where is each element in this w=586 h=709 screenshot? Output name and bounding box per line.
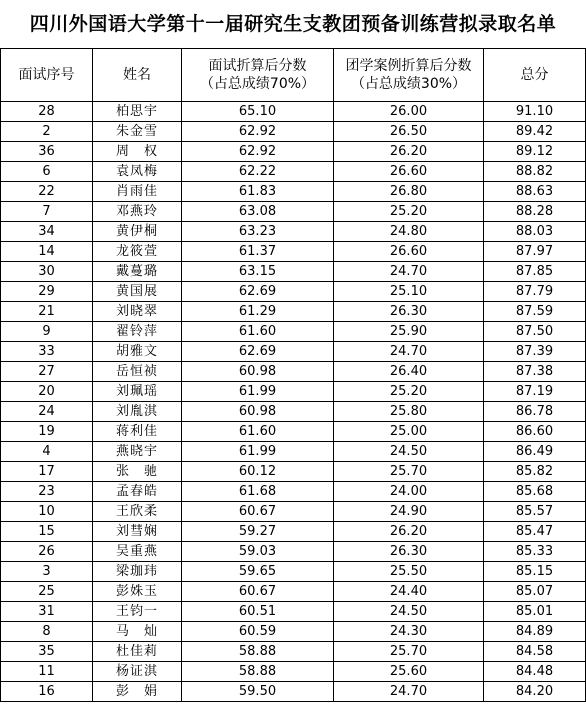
cell-name: 胡雅文 xyxy=(93,342,182,362)
cell-order: 2 xyxy=(1,122,93,142)
cell-order: 30 xyxy=(1,262,93,282)
cell-case-score: 26.60 xyxy=(334,242,484,262)
cell-case-score: 26.80 xyxy=(334,182,484,202)
table-row xyxy=(1,242,586,262)
cell-total: 86.60 xyxy=(484,422,586,442)
cell-order: 21 xyxy=(1,302,93,322)
cell-order: 23 xyxy=(1,482,93,502)
cell-case-score: 26.20 xyxy=(334,522,484,542)
cell-case-score: 25.70 xyxy=(334,642,484,662)
cell-name: 刘晓翠 xyxy=(93,302,182,322)
cell-interview-score: 61.83 xyxy=(182,182,334,202)
table-row xyxy=(1,362,586,382)
cell-case-score: 24.70 xyxy=(334,342,484,362)
cell-interview-score: 59.65 xyxy=(182,562,334,582)
cell-order: 22 xyxy=(1,182,93,202)
cell-total: 87.79 xyxy=(484,282,586,302)
header-name: 姓名 xyxy=(93,49,182,102)
cell-interview-score: 63.08 xyxy=(182,202,334,222)
table-row xyxy=(1,442,586,462)
cell-name: 袁凤梅 xyxy=(93,162,182,182)
cell-interview-score: 59.50 xyxy=(182,682,334,702)
cell-name: 朱金雪 xyxy=(93,122,182,142)
cell-interview-score: 60.67 xyxy=(182,582,334,602)
cell-name: 马 灿 xyxy=(93,622,182,642)
table-row xyxy=(1,262,586,282)
cell-order: 25 xyxy=(1,582,93,602)
cell-total: 85.33 xyxy=(484,542,586,562)
cell-order: 14 xyxy=(1,242,93,262)
cell-order: 4 xyxy=(1,442,93,462)
cell-name: 周 权 xyxy=(93,142,182,162)
cell-order: 24 xyxy=(1,402,93,422)
cell-total: 85.01 xyxy=(484,602,586,622)
cell-interview-score: 61.68 xyxy=(182,482,334,502)
cell-name: 吴重燕 xyxy=(93,542,182,562)
header-order: 面试序号 xyxy=(1,49,93,102)
cell-name: 杨证淇 xyxy=(93,662,182,682)
cell-interview-score: 61.29 xyxy=(182,302,334,322)
cell-interview-score: 60.51 xyxy=(182,602,334,622)
table-row xyxy=(1,202,586,222)
cell-interview-score: 58.88 xyxy=(182,662,334,682)
table-row xyxy=(1,682,586,702)
cell-case-score: 26.30 xyxy=(334,542,484,562)
cell-interview-score: 65.10 xyxy=(182,102,334,122)
cell-name: 岳恒祯 xyxy=(93,362,182,382)
cell-case-score: 25.20 xyxy=(334,202,484,222)
cell-case-score: 24.80 xyxy=(334,222,484,242)
cell-total: 87.38 xyxy=(484,362,586,382)
admission-table xyxy=(0,48,586,702)
cell-total: 87.39 xyxy=(484,342,586,362)
cell-name: 燕晓宇 xyxy=(93,442,182,462)
cell-total: 84.89 xyxy=(484,622,586,642)
cell-total: 84.48 xyxy=(484,662,586,682)
table-row xyxy=(1,282,586,302)
cell-name: 邓燕玲 xyxy=(93,202,182,222)
cell-case-score: 24.70 xyxy=(334,682,484,702)
cell-interview-score: 61.99 xyxy=(182,382,334,402)
cell-interview-score: 61.60 xyxy=(182,422,334,442)
cell-case-score: 25.20 xyxy=(334,382,484,402)
document-title: 四川外国语大学第十一届研究生支教团预备训练营拟录取名单 xyxy=(29,13,557,35)
cell-order: 36 xyxy=(1,142,93,162)
cell-order: 19 xyxy=(1,422,93,442)
cell-case-score: 26.40 xyxy=(334,362,484,382)
cell-name: 刘胤淇 xyxy=(93,402,182,422)
table-row xyxy=(1,342,586,362)
cell-name: 杜佳莉 xyxy=(93,642,182,662)
cell-case-score: 25.90 xyxy=(334,322,484,342)
cell-interview-score: 60.98 xyxy=(182,402,334,422)
cell-case-score: 24.50 xyxy=(334,602,484,622)
cell-case-score: 25.60 xyxy=(334,662,484,682)
cell-name: 彭 娟 xyxy=(93,682,182,702)
cell-order: 28 xyxy=(1,102,93,122)
table-row xyxy=(1,122,586,142)
cell-name: 刘彗娴 xyxy=(93,522,182,542)
header-interview-line2: （占总成绩70%） xyxy=(199,76,316,92)
cell-case-score: 26.20 xyxy=(334,142,484,162)
cell-total: 85.82 xyxy=(484,462,586,482)
cell-interview-score: 62.92 xyxy=(182,122,334,142)
cell-total: 87.50 xyxy=(484,322,586,342)
cell-case-score: 25.50 xyxy=(334,562,484,582)
cell-order: 27 xyxy=(1,362,93,382)
table-row xyxy=(1,662,586,682)
cell-name: 黄国展 xyxy=(93,282,182,302)
cell-total: 86.49 xyxy=(484,442,586,462)
cell-total: 87.97 xyxy=(484,242,586,262)
cell-order: 8 xyxy=(1,622,93,642)
cell-interview-score: 61.37 xyxy=(182,242,334,262)
cell-total: 87.85 xyxy=(484,262,586,282)
cell-interview-score: 59.03 xyxy=(182,542,334,562)
cell-name: 张 驰 xyxy=(93,462,182,482)
cell-order: 31 xyxy=(1,602,93,622)
cell-case-score: 25.00 xyxy=(334,422,484,442)
table-row xyxy=(1,642,586,662)
table-row xyxy=(1,222,586,242)
cell-total: 85.68 xyxy=(484,482,586,502)
cell-interview-score: 59.27 xyxy=(182,522,334,542)
cell-total: 88.03 xyxy=(484,222,586,242)
cell-name: 龙筱萱 xyxy=(93,242,182,262)
table-row xyxy=(1,482,586,502)
cell-case-score: 25.10 xyxy=(334,282,484,302)
table-row xyxy=(1,322,586,342)
cell-total: 88.28 xyxy=(484,202,586,222)
cell-interview-score: 62.69 xyxy=(182,282,334,302)
cell-interview-score: 60.98 xyxy=(182,362,334,382)
table-row xyxy=(1,502,586,522)
cell-total: 85.57 xyxy=(484,502,586,522)
cell-case-score: 26.30 xyxy=(334,302,484,322)
cell-total: 87.19 xyxy=(484,382,586,402)
cell-case-score: 24.30 xyxy=(334,622,484,642)
cell-order: 33 xyxy=(1,342,93,362)
cell-total: 89.12 xyxy=(484,142,586,162)
cell-name: 翟铃萍 xyxy=(93,322,182,342)
cell-interview-score: 62.69 xyxy=(182,342,334,362)
cell-order: 16 xyxy=(1,682,93,702)
cell-order: 20 xyxy=(1,382,93,402)
cell-total: 84.20 xyxy=(484,682,586,702)
table-row xyxy=(1,562,586,582)
cell-case-score: 24.00 xyxy=(334,482,484,502)
cell-total: 85.47 xyxy=(484,522,586,542)
cell-order: 7 xyxy=(1,202,93,222)
table-row xyxy=(1,142,586,162)
cell-interview-score: 63.15 xyxy=(182,262,334,282)
table-row xyxy=(1,302,586,322)
table-row xyxy=(1,402,586,422)
cell-case-score: 24.40 xyxy=(334,582,484,602)
cell-total: 85.15 xyxy=(484,562,586,582)
cell-total: 84.58 xyxy=(484,642,586,662)
table-row xyxy=(1,462,586,482)
header-case-line1: 团学案例折算后分数 xyxy=(345,58,472,74)
cell-order: 17 xyxy=(1,462,93,482)
cell-total: 85.07 xyxy=(484,582,586,602)
cell-interview-score: 62.92 xyxy=(182,142,334,162)
cell-name: 彭姝玉 xyxy=(93,582,182,602)
cell-order: 11 xyxy=(1,662,93,682)
cell-total: 89.42 xyxy=(484,122,586,142)
table-row xyxy=(1,522,586,542)
cell-case-score: 24.90 xyxy=(334,502,484,522)
cell-order: 35 xyxy=(1,642,93,662)
cell-order: 29 xyxy=(1,282,93,302)
cell-name: 孟春皓 xyxy=(93,482,182,502)
cell-name: 肖雨佳 xyxy=(93,182,182,202)
cell-interview-score: 61.99 xyxy=(182,442,334,462)
header-case-line2: （占总成绩30%） xyxy=(350,76,467,92)
table-row xyxy=(1,602,586,622)
table-row xyxy=(1,422,586,442)
cell-interview-score: 60.59 xyxy=(182,622,334,642)
cell-total: 86.78 xyxy=(484,402,586,422)
cell-interview-score: 63.23 xyxy=(182,222,334,242)
cell-case-score: 26.50 xyxy=(334,122,484,142)
table-row xyxy=(1,542,586,562)
cell-name: 黄伊桐 xyxy=(93,222,182,242)
cell-interview-score: 62.22 xyxy=(182,162,334,182)
cell-case-score: 26.60 xyxy=(334,162,484,182)
cell-name: 蒋利佳 xyxy=(93,422,182,442)
cell-name: 梁珈玮 xyxy=(93,562,182,582)
cell-name: 戴蔓璐 xyxy=(93,262,182,282)
cell-order: 10 xyxy=(1,502,93,522)
header-case-score xyxy=(334,49,484,102)
cell-order: 6 xyxy=(1,162,93,182)
cell-name: 柏思宇 xyxy=(93,102,182,122)
cell-case-score: 25.80 xyxy=(334,402,484,422)
cell-name: 王欣柔 xyxy=(93,502,182,522)
cell-interview-score: 58.88 xyxy=(182,642,334,662)
cell-total: 87.59 xyxy=(484,302,586,322)
cell-order: 34 xyxy=(1,222,93,242)
cell-interview-score: 60.12 xyxy=(182,462,334,482)
table-header-row xyxy=(1,49,586,102)
cell-name: 王钧一 xyxy=(93,602,182,622)
cell-order: 9 xyxy=(1,322,93,342)
table-row xyxy=(1,182,586,202)
header-interview-score xyxy=(182,49,334,102)
cell-order: 26 xyxy=(1,542,93,562)
cell-case-score: 25.70 xyxy=(334,462,484,482)
cell-case-score: 24.70 xyxy=(334,262,484,282)
cell-interview-score: 60.67 xyxy=(182,502,334,522)
table-row xyxy=(1,582,586,602)
cell-total: 88.82 xyxy=(484,162,586,182)
cell-interview-score: 61.60 xyxy=(182,322,334,342)
cell-case-score: 24.50 xyxy=(334,442,484,462)
cell-order: 3 xyxy=(1,562,93,582)
cell-case-score: 26.00 xyxy=(334,102,484,122)
cell-total: 91.10 xyxy=(484,102,586,122)
table-row xyxy=(1,102,586,122)
table-row xyxy=(1,162,586,182)
header-interview-line1: 面试折算后分数 xyxy=(208,58,307,74)
cell-name: 刘珮瑶 xyxy=(93,382,182,402)
table-row xyxy=(1,622,586,642)
header-total: 总分 xyxy=(484,49,586,102)
cell-total: 88.63 xyxy=(484,182,586,202)
table-row xyxy=(1,382,586,402)
cell-order: 15 xyxy=(1,522,93,542)
